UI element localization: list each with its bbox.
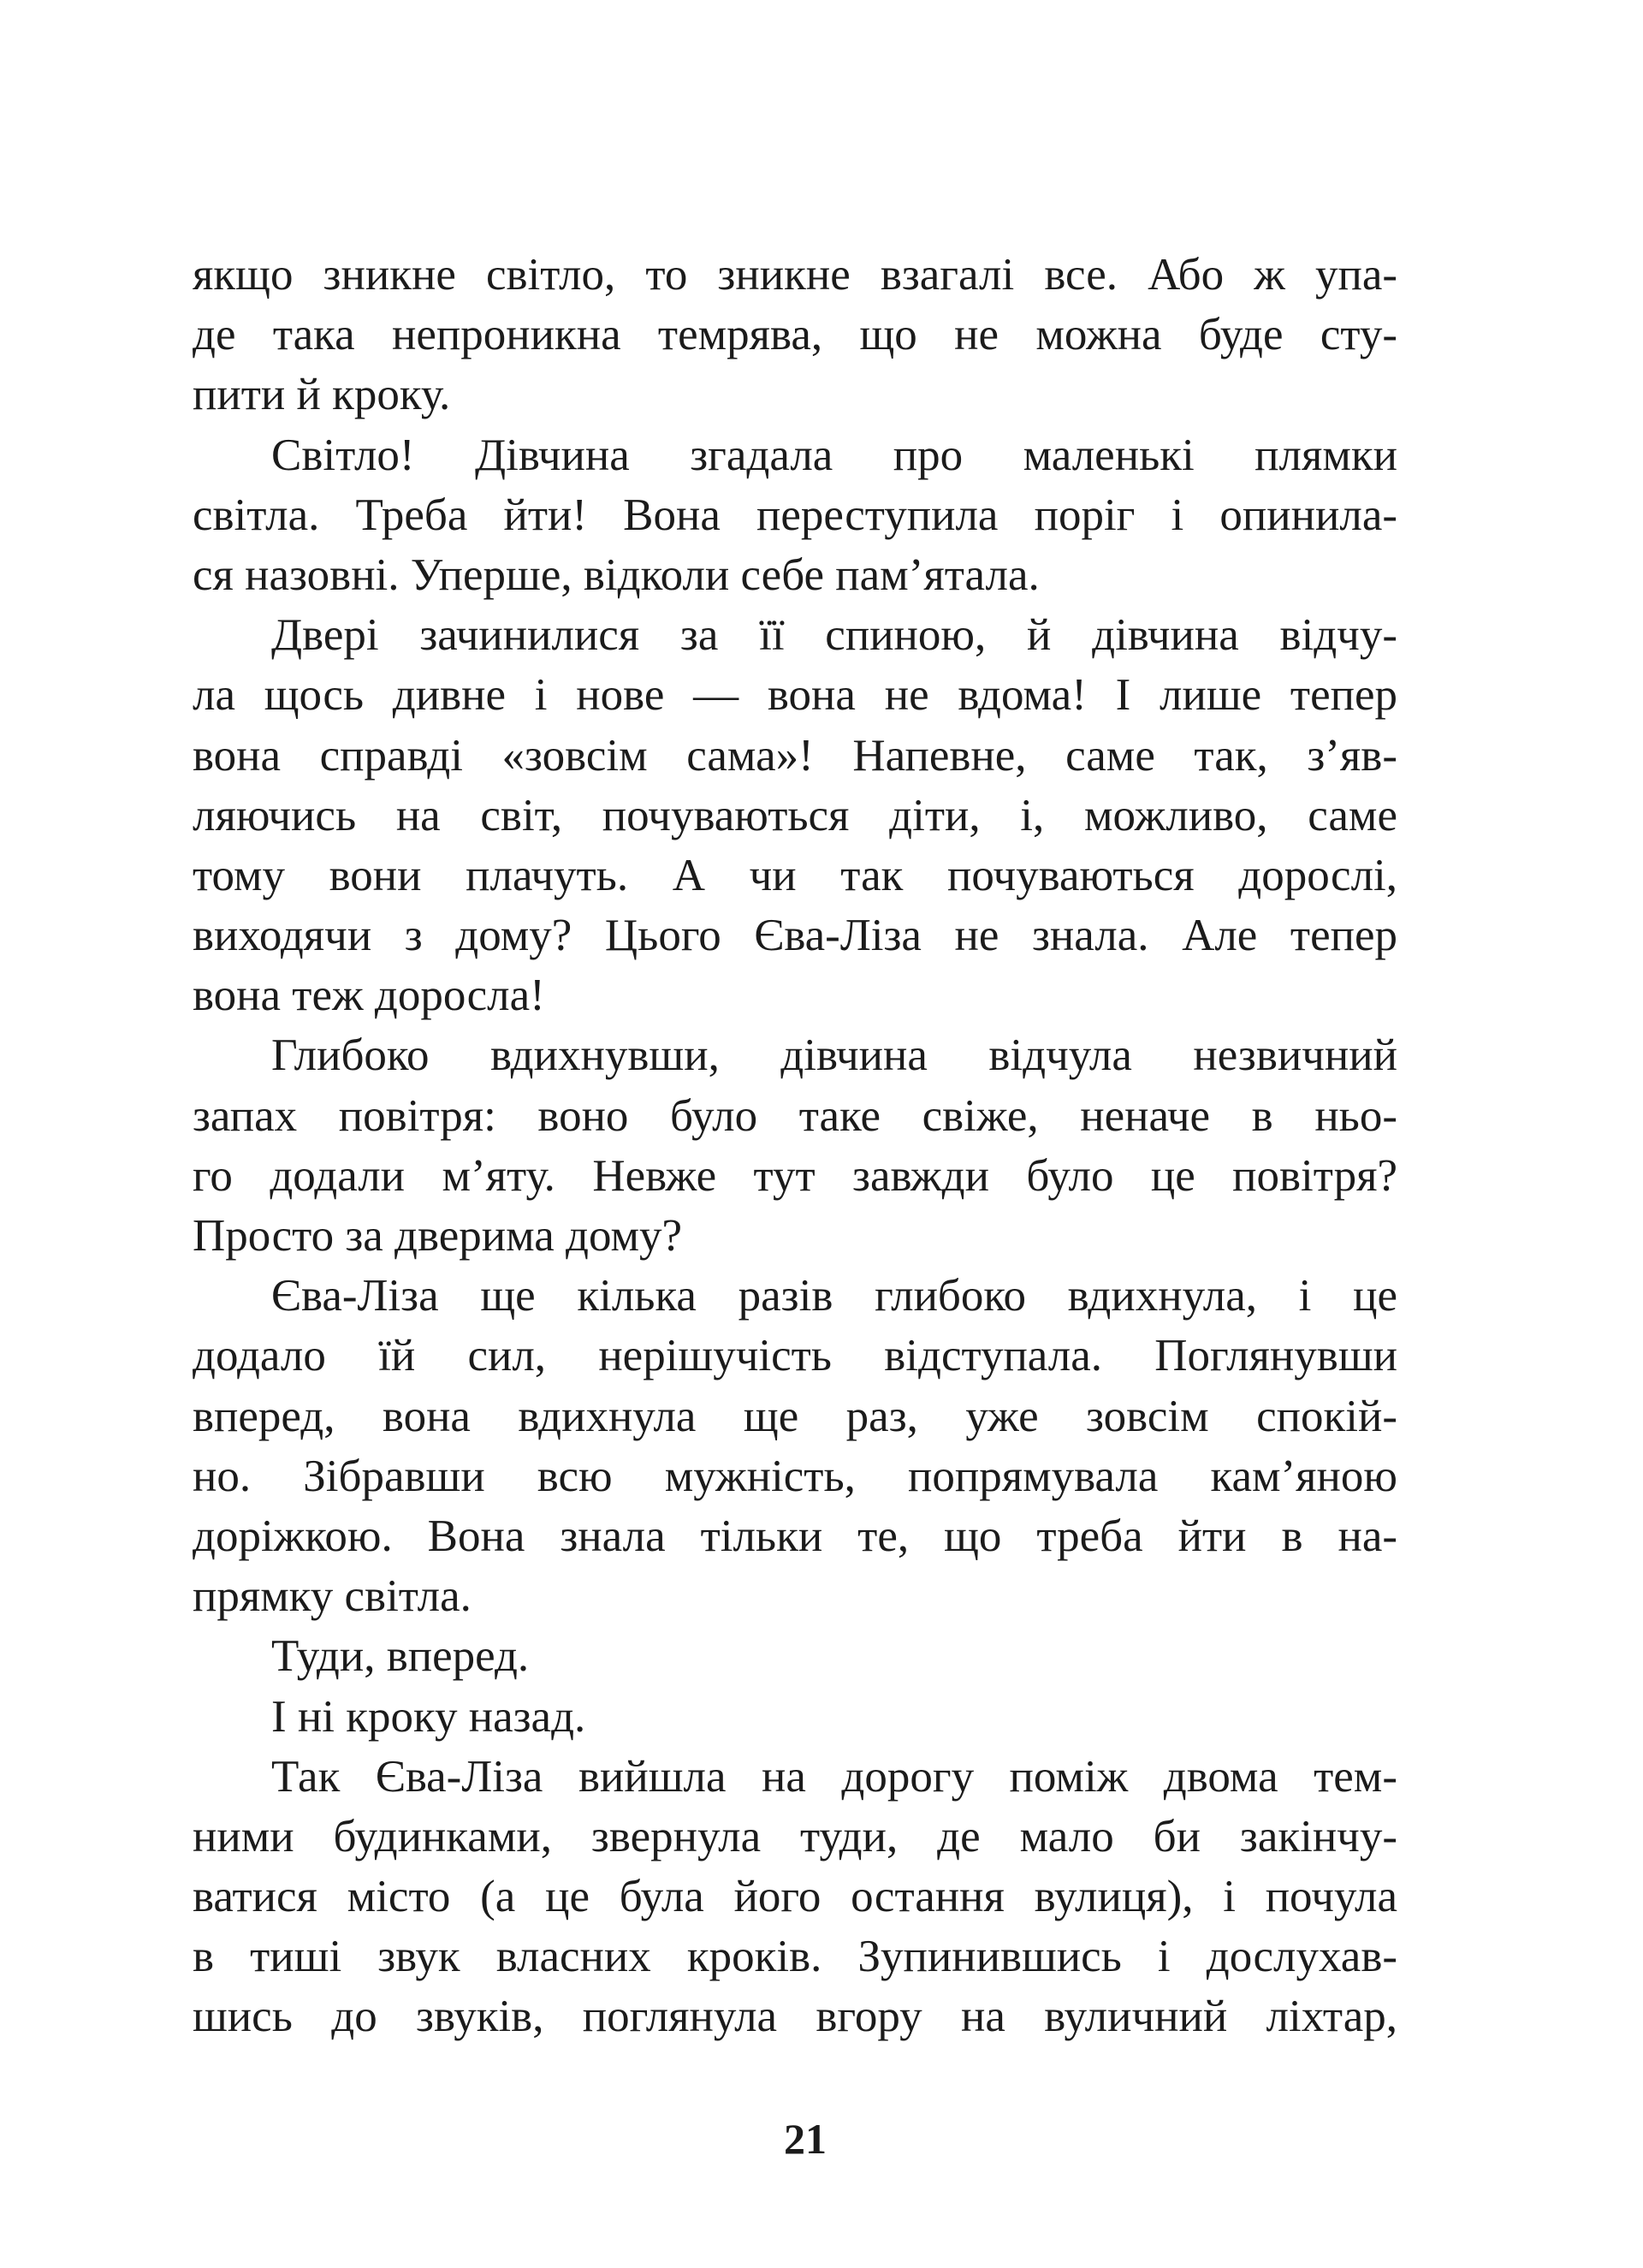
text-line: ла щось дивне і нове — вона не вдома! І лише тепер: [193, 670, 1397, 721]
text-line: ляючись на світ, почуваються діти, і, можливо, саме: [193, 790, 1397, 840]
body-text: [193, 245, 1397, 2047]
text-line: Єва-Ліза ще кілька разів глибоко вдихнула, і це: [271, 1271, 1397, 1321]
text-line: запах повітря: воно було таке свіже, неначе в ньо-: [193, 1090, 1397, 1141]
page-number: 21: [784, 2115, 827, 2163]
text-line: но. Зібравши всю мужність, попрямувала кам’яною: [193, 1451, 1397, 1501]
text-line: І ні кроку назад.: [271, 1691, 586, 1742]
text-line: вперед, вона вдихнула ще раз, уже зовсім спокій-: [193, 1391, 1397, 1441]
text-line: Просто за дверима дому?: [193, 1211, 683, 1261]
text-line: го додали м’яту. Невже тут завжди було це повітря?: [193, 1150, 1397, 1201]
text-line: світла. Треба йти! Вона переступила поріг і опинила-: [193, 490, 1397, 540]
paragraph: [193, 1626, 1397, 1686]
text-line: ними будинками, звернула туди, де мало би закінчу-: [193, 1811, 1397, 1861]
text-line: в тиші звук власних кроків. Зупинившись і дослухав-: [193, 1932, 1397, 1982]
text-line: ся назовні. Уперше, відколи себе пам’ятала.: [193, 549, 1040, 600]
text-line: де така непроникна темрява, що не можна буде сту-: [193, 310, 1397, 360]
paragraph: [193, 605, 1397, 1025]
paragraph: [193, 1266, 1397, 1626]
text-line: пити й кроку.: [193, 370, 451, 420]
paragraph: [193, 1747, 1397, 2047]
text-line: Двері зачинилися за її спиною, й дівчина відчу-: [271, 610, 1397, 661]
text-line: прямку світла.: [193, 1571, 472, 1622]
text-line: Глибоко вдихнувши, дівчина відчула незвичний: [271, 1030, 1397, 1081]
paragraph: [193, 425, 1397, 606]
text-line: додало їй сил, нерішучість відступала. Поглянувши: [193, 1331, 1397, 1381]
text-line: Світло! Дівчина згадала про маленькі плямки: [271, 430, 1397, 480]
paragraph: [193, 1687, 1397, 1747]
text-line: доріжкою. Вона знала тільки те, що треба йти в на-: [193, 1511, 1397, 1561]
text-line: ватися місто (а це була його остання вулиця), і почула: [193, 1872, 1397, 1922]
text-line: вона справді «зовсім сама»! Напевне, саме так, з’яв-: [193, 730, 1397, 781]
text-line: Туди, вперед.: [271, 1631, 530, 1682]
text-line: тому вони плачуть. А чи так почуваються дорослі,: [193, 850, 1397, 900]
text-line: виходячи з дому? Цього Єва-Ліза не знала. Але тепер: [193, 911, 1397, 961]
text-line: якщо зникне світло, то зникне взагалі все. Або ж упа-: [193, 250, 1397, 300]
text-line: шись до звуків, поглянула вгору на вуличний ліхтар,: [193, 1992, 1397, 2042]
paragraph: [193, 245, 1397, 425]
paragraph: [193, 1025, 1397, 1266]
text-line: вона теж доросла!: [193, 971, 545, 1021]
text-line: Так Єва-Ліза вийшла на дорогу поміж двома тем-: [271, 1751, 1397, 1802]
